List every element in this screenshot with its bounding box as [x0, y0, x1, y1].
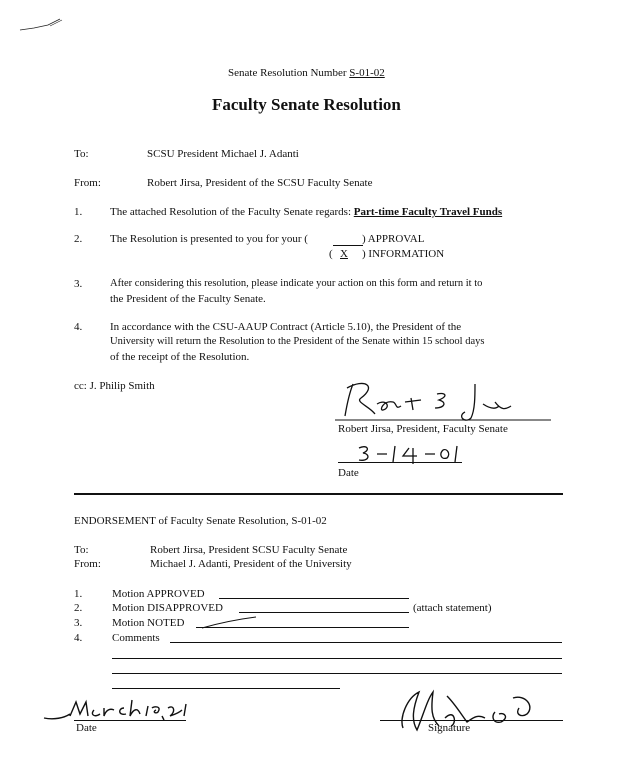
signature-line	[380, 720, 563, 721]
motion-approved-line[interactable]	[219, 598, 409, 599]
item-3-line-2: the President of the Faculty Senate.	[110, 293, 266, 305]
approval-option: ) APPROVAL	[362, 233, 425, 245]
item-1-text	[110, 206, 502, 218]
comments-label: Comments	[112, 632, 160, 644]
item-3-line-1: After considering this resolution, please indicate your action on this form and return it to	[110, 278, 483, 289]
option-number: 1.	[74, 588, 83, 600]
endorsement-date-caption: Date	[76, 722, 97, 734]
page-title: Faculty Senate Resolution	[212, 95, 401, 114]
item-4-line-3: of the receipt of the Resolution.	[110, 351, 250, 363]
item-1-label: The attached Resolution of the Faculty Senate regards:	[110, 206, 352, 218]
cc-line: cc: J. Philip Smith	[74, 380, 155, 392]
corner-pen-mark	[20, 14, 65, 34]
information-option: ) INFORMATION	[362, 248, 445, 260]
item-4-line-2: University will return the Resolution to the President of the Senate within 15 school days	[110, 336, 485, 347]
comments-line[interactable]	[112, 688, 340, 689]
info-check-mark: X	[340, 248, 348, 260]
item-2-text: The Resolution is presented to you for your (	[110, 233, 308, 245]
endorsement-to-value: Robert Jirsa, President SCSU Faculty Senate	[150, 544, 348, 556]
noted-check-mark	[200, 614, 260, 632]
date-line	[338, 462, 462, 463]
section-divider	[74, 493, 563, 495]
motion-noted-label: Motion NOTED	[112, 617, 185, 629]
item-number: 3.	[74, 278, 83, 290]
motion-approved-label: Motion APPROVED	[112, 588, 205, 600]
comments-line[interactable]	[112, 673, 562, 674]
endorsement-from-label: From:	[74, 558, 101, 570]
option-number: 2.	[74, 602, 83, 614]
item-number: 4.	[74, 321, 83, 333]
from-label: From:	[74, 177, 101, 189]
item-4-line-1: In accordance with the CSU-AAUP Contract (Article 5.10), the President of the	[110, 321, 462, 333]
handwritten-signature	[325, 376, 555, 426]
motion-disapproved-line[interactable]	[239, 612, 409, 613]
comments-line[interactable]	[112, 658, 562, 659]
to-value: SCSU President Michael J. Adanti	[147, 148, 299, 160]
motion-disapproved-label: Motion DISAPPROVED	[112, 602, 223, 614]
resolution-subject: Part-time Faculty Travel Funds	[353, 206, 503, 218]
option-number: 3.	[74, 617, 83, 629]
option-number: 4.	[74, 632, 83, 644]
endorsement-date-line	[74, 720, 186, 721]
attach-statement-note: (attach statement)	[413, 602, 492, 614]
endorsement-heading: ENDORSEMENT of Faculty Senate Resolution, S-01-02	[74, 515, 327, 527]
date-caption: Date	[338, 467, 359, 479]
resolution-number: S-01-02	[349, 67, 385, 79]
item-number: 1.	[74, 206, 83, 218]
info-open-paren: (	[329, 248, 333, 260]
comments-line[interactable]	[170, 642, 562, 643]
approval-blank	[333, 245, 363, 246]
resolution-number-label: Senate Resolution Number	[228, 67, 347, 79]
resolution-number-line	[228, 67, 385, 79]
endorsement-from-value: Michael J. Adanti, President of the University	[150, 558, 352, 570]
endorsement-to-label: To:	[74, 544, 89, 556]
signature-caption-endorsement: Signature	[428, 722, 471, 734]
signature-caption: Robert Jirsa, President, Faculty Senate	[338, 423, 508, 435]
item-number: 2.	[74, 233, 83, 245]
to-label: To:	[74, 148, 89, 160]
from-value: Robert Jirsa, President of the SCSU Faculty Senate	[147, 177, 373, 189]
